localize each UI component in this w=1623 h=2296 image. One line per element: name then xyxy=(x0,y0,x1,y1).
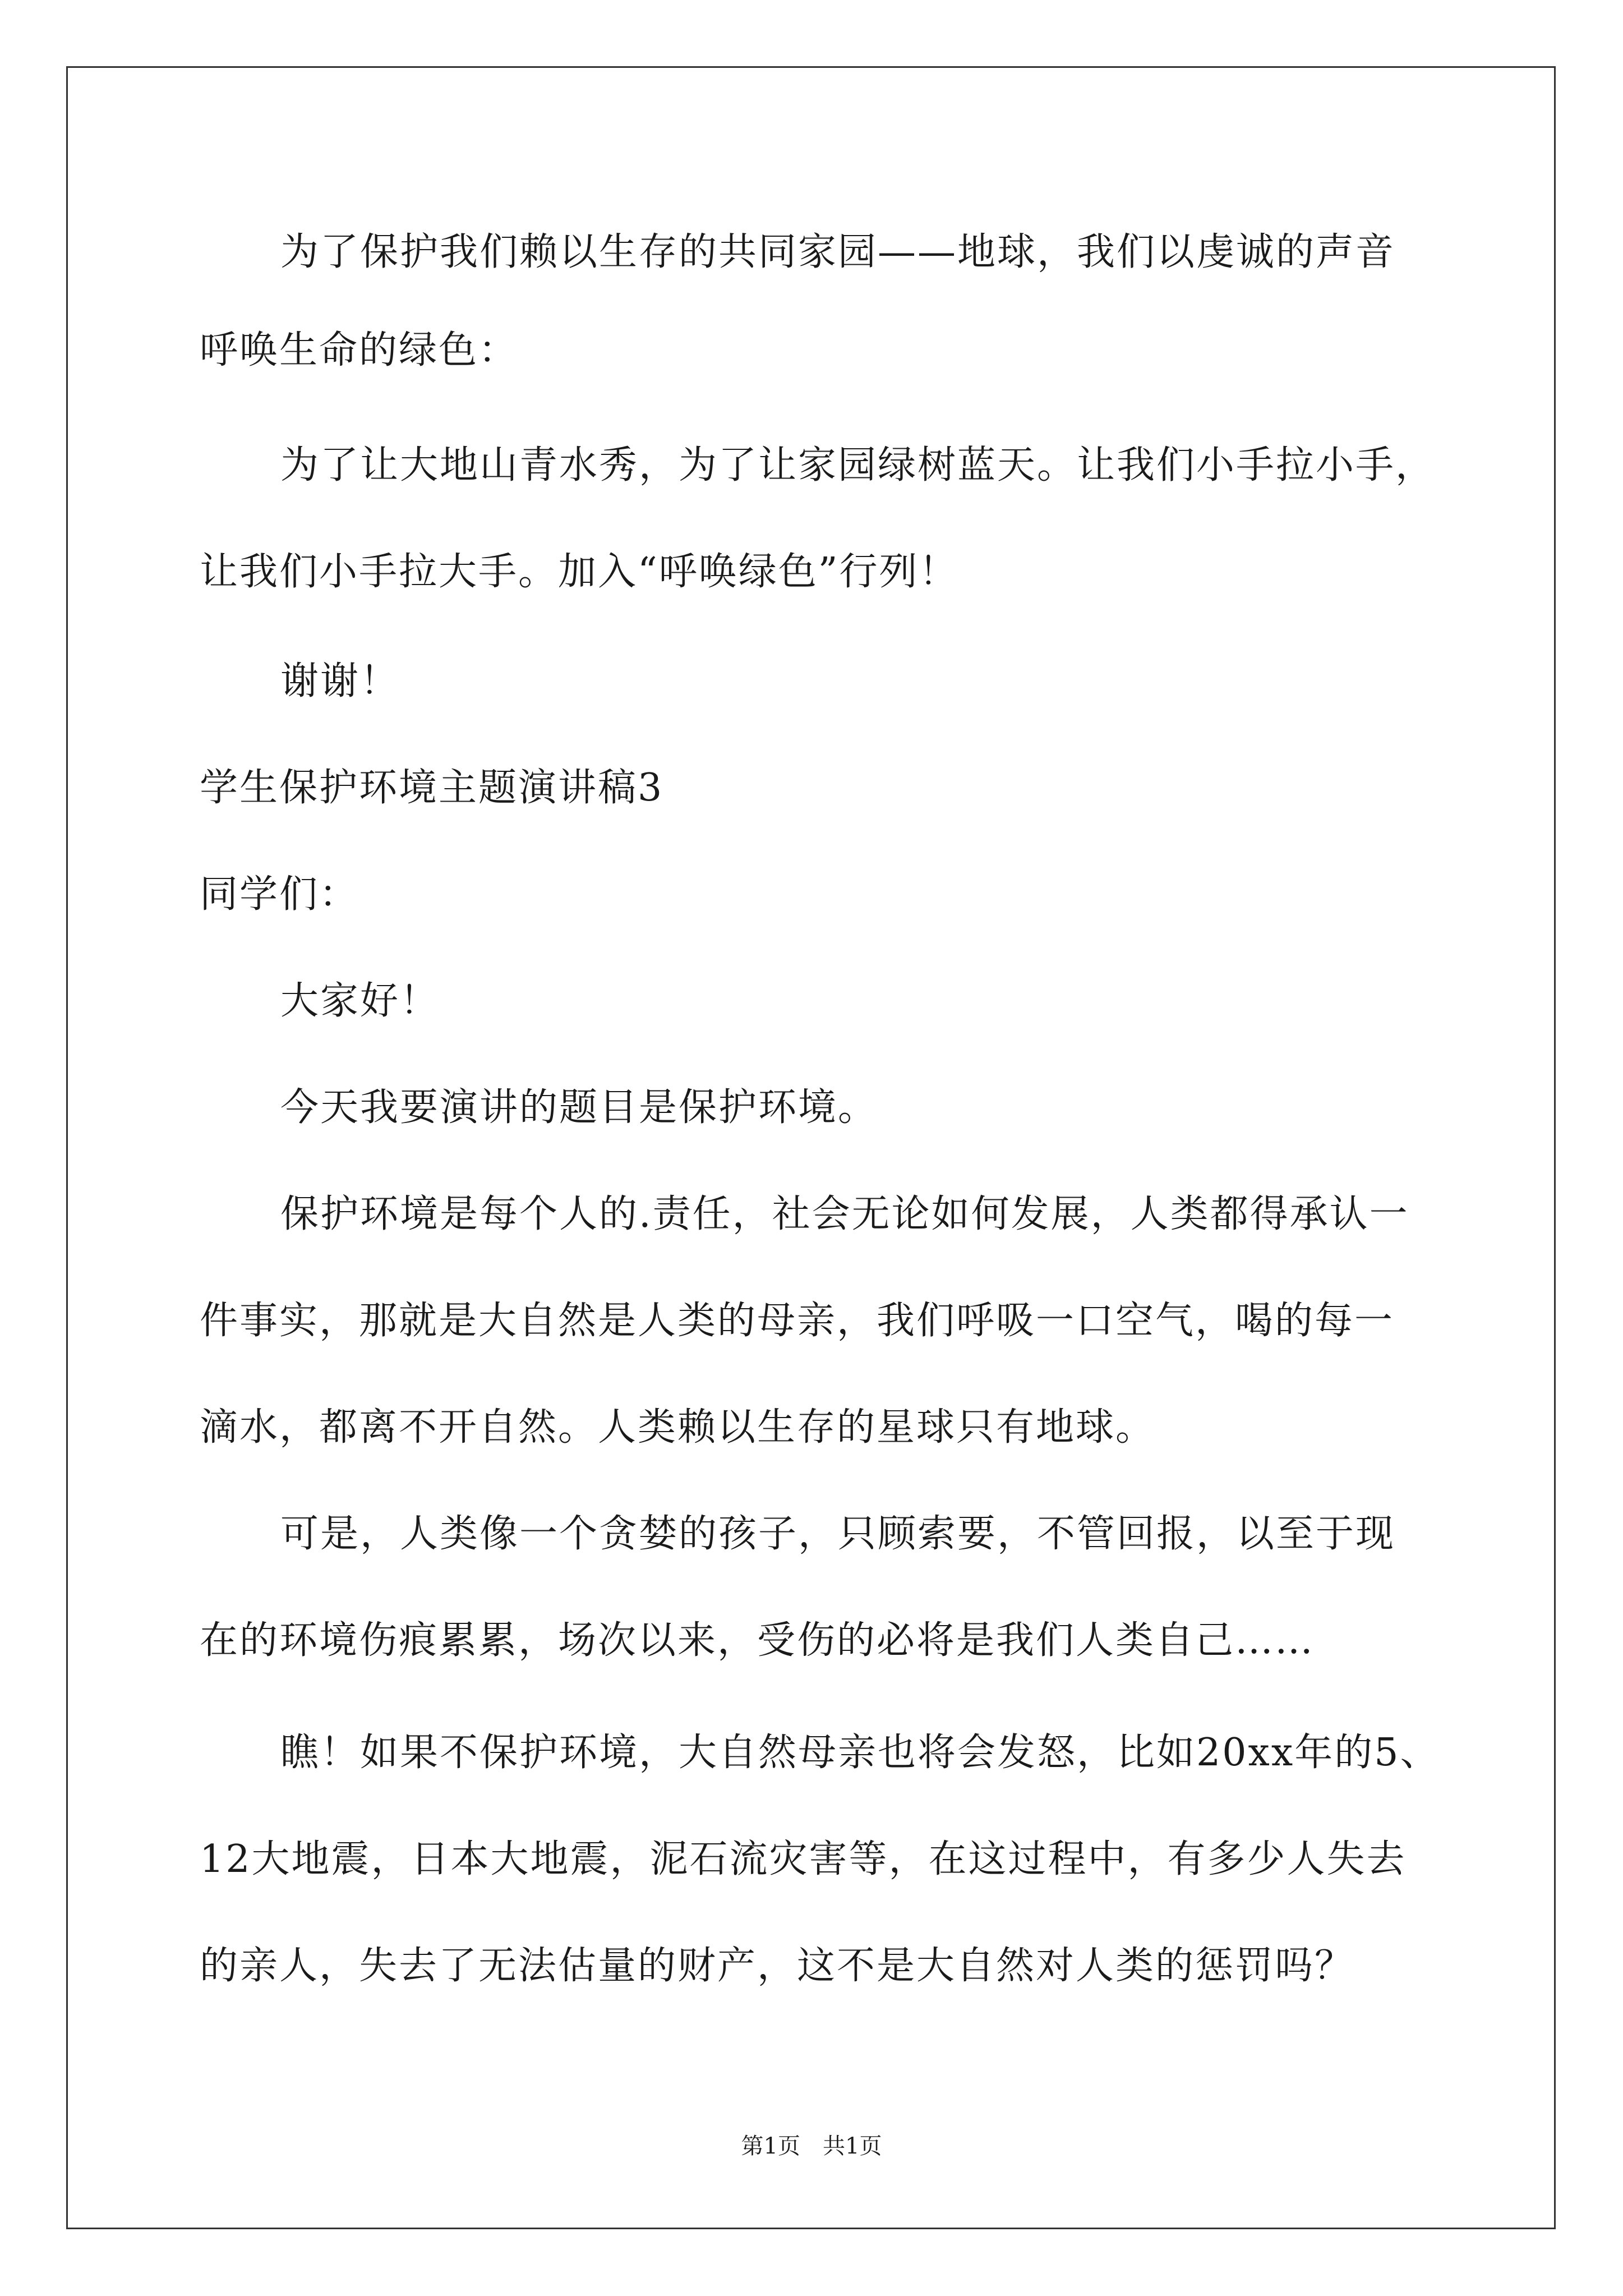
paragraph-line: 件事实，那就是大自然是人类的母亲，我们呼吸一口空气，喝的每一 xyxy=(200,1299,1395,1343)
page-number-footer: 第1页 共1页 xyxy=(741,2133,882,2159)
paragraph-line: 在的环境伤痕累累，场次以来，受伤的必将是我们人类自己…… xyxy=(200,1618,1315,1663)
paragraph-line: 可是，人类像一个贪婪的孩子，只顾索要，不管回报，以至于现 xyxy=(280,1512,1396,1556)
paragraph-line: 呼唤生命的绿色： xyxy=(200,328,519,372)
paragraph-line: 为了让大地山青水秀，为了让家园绿树蓝天。让我们小手拉小手， xyxy=(280,443,1436,487)
paragraph-line: 保护环境是每个人的.责任，社会无论如何发展，人类都得承认一 xyxy=(280,1192,1409,1236)
paragraph-line: 大家好！ xyxy=(280,979,440,1023)
paragraph-line: 12大地震，日本大地震，泥石流灾害等，在这过程中，有多少人失去 xyxy=(200,1837,1407,1881)
paragraph-line: 滴水，都离不开自然。人类赖以生存的星球只有地球。 xyxy=(200,1405,1156,1450)
salutation: 同学们： xyxy=(200,872,359,917)
paragraph-line: 瞧！如果不保护环境，大自然母亲也将会发怒，比如20xx年的5、 xyxy=(280,1731,1440,1775)
paragraph-line: 今天我要演讲的题目是保护环境。 xyxy=(280,1085,878,1130)
section-heading: 学生保护环境主题演讲稿3 xyxy=(200,766,664,810)
paragraph-line: 谢谢！ xyxy=(280,659,400,703)
paragraph-line: 的亲人，失去了无法估量的财产，这不是大自然对人类的惩罚吗？ xyxy=(200,1944,1355,1988)
page-border xyxy=(66,66,1556,2229)
paragraph-line: 让我们小手拉大手。加入“呼唤绿色”行列！ xyxy=(200,550,959,594)
paragraph-line: 为了保护我们赖以生存的共同家园——地球，我们以虔诚的声音 xyxy=(280,230,1396,274)
